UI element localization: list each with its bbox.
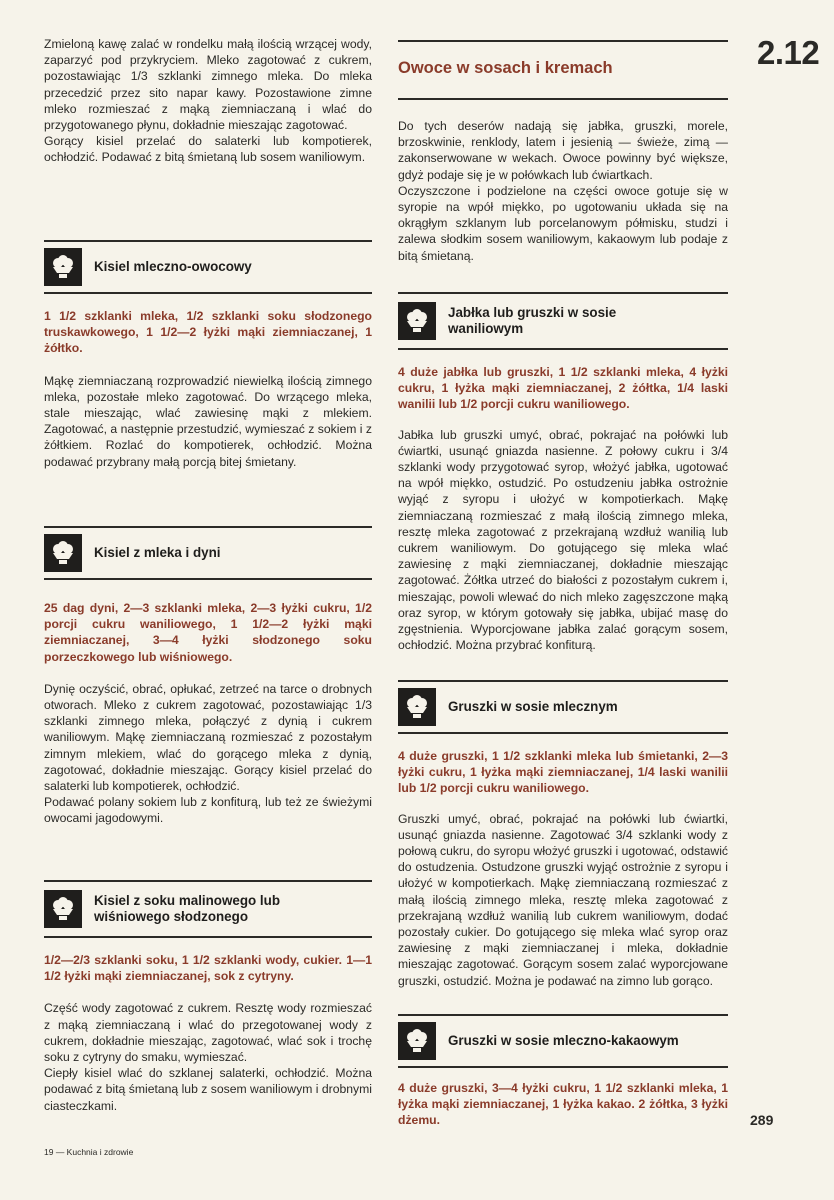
dessert-bowl-icon xyxy=(398,688,436,726)
dessert-bowl-icon xyxy=(398,302,436,340)
left-intro-text xyxy=(44,36,372,166)
dessert-bowl-icon xyxy=(44,248,82,286)
recipe-title: Jabłka lub gruszki w sosie waniliowym xyxy=(448,305,617,336)
recipe-header xyxy=(398,680,728,734)
recipe-header xyxy=(398,292,728,350)
recipe-title: Kisiel mleczno-owocowy xyxy=(94,259,252,274)
recipe-body xyxy=(44,308,372,470)
dessert-bowl-icon xyxy=(44,890,82,928)
recipe-header xyxy=(44,880,372,938)
ingredients: 25 dag dyni, 2—3 szklanki mleka, 2—3 łyżki cukru, 1/2 porcji cukru waniliowego, 1 1/2—2 łyżki mąki ziemniaczanej, 3—4 łyżki słodzonego soku porzeczkowego lub wiśniowego. xyxy=(44,601,372,664)
chapter-number: 2.12 xyxy=(757,34,820,71)
method-paragraph: Jabłka lub gruszki umyć, obrać, pokrajać na połówki lub ćwiartki, usunąć gniazda nasienne. Z połowy cukru i 3/4 szklanki wody przygotować syrop, włożyć jabłka, ugotować na wpół miękko, ostudzić. Po ostudzeniu jabłka ostrożnie wyjąć z syropu i ułożyć w kompotierkach. Mąkę ziemniaczaną rozmieszać z małą ilością zimnego mleka, resztę mleka zagotować z przekrajaną wzdłuż wanilią lub cukrem waniliowym. Do gotującego się mleka wlać zawiesinę z mąki ziemniaczanej, dokładnie mieszając zagotować. Żółtka utrzeć do białości z pozostałym cukrem i, mieszając, powoli wlewać do nich mleko zagęszczone mąką oraz syrop, w którym gotowały się jabłka, ubijać masę do zgęstnienia. Wyporcjowane jabłka zalać gorącym sosem, ochłodzić. Można przybrać konfiturą. xyxy=(398,427,728,653)
section-top-rule xyxy=(398,40,728,42)
recipe-body xyxy=(44,952,372,1114)
ingredients: 4 duże jabłka lub gruszki, 1 1/2 szklanki mleka, 4 łyżki cukru, 1 łyżka mąki ziemniaczanej, 2 żółtka, 1/4 laski wanilii lub 1/2 porcji cukru waniliowego. xyxy=(398,365,728,412)
recipe-body xyxy=(44,600,372,827)
intro-paragraph: Oczyszczone i podzielone na części owoce gotuje się w syropie na wpół miękko, po ugotowaniu układa się na okrągłym szklanym lub porcelanowym półmisku, studzi i zalewa słodkim sosem waniliowym, kakaowym lub podaje z bitą śmietaną. xyxy=(398,183,728,263)
recipe-title: Gruszki w sosie mlecznym xyxy=(448,699,618,714)
intro-paragraph: Gorący kisiel przelać do salaterki lub kompotierek, ochłodzić. Podawać z bitą śmietaną lub sosem waniliowym. xyxy=(44,134,372,165)
dessert-bowl-icon xyxy=(398,1022,436,1060)
ingredients: 4 duże gruszki, 1 1/2 szklanki mleka lub śmietanki, 2—3 łyżki cukru, 1 łyżka mąki ziemniaczanej, 1/4 laski wanilii lub 1/2 porcji cukru waniliowego. xyxy=(398,749,728,796)
intro-paragraph: Do tych deserów nadają się jabłka, gruszki, morele, brzoskwinie, renklody, latem i jesienią — świeże, zimą — zakonserwowane w wekach. Owoce powinny być większe, gdyż podaje się je w połówkach lub ćwiartkach. xyxy=(398,119,728,182)
page-footer: 19 — Kuchnia i zdrowie xyxy=(44,1147,134,1157)
recipe-body xyxy=(398,364,728,653)
recipe-header xyxy=(398,1014,728,1068)
dessert-bowl-icon xyxy=(44,534,82,572)
method-paragraph: Część wody zagotować z cukrem. Resztę wody rozmieszać z mąką ziemniaczaną i wlać do przegotowanej wody z cukrem, dokładnie mieszając, zagotować, wlać sok i trochę soku z cytryny do smaku, wymieszać. xyxy=(44,1001,372,1065)
intro-paragraph: Zmieloną kawę zalać w rondelku małą ilością wrzącej wody, zaparzyć pod przykryciem. Mleko zagotować z cukrem, pozostawiając 1/3 szklanki zimnego mleka. Do mleka przecedzić przez sito napar kawy. Pozostawione zimne mleko rozmieszać z mąką ziemniaczaną i wlać do przygotowanego płynu, dokładnie mieszając zagotować. xyxy=(44,37,372,133)
recipe-title: Gruszki w sosie mleczno-kakaowym xyxy=(448,1033,679,1048)
section-bottom-rule xyxy=(398,98,728,100)
section-title: Owoce w sosach i kremach xyxy=(398,59,613,77)
recipe-header xyxy=(44,240,372,294)
method-paragraph: Ciepły kisiel wlać do szklanej salaterki, ochłodzić. Można podawać z bitą śmietaną lub z sosem waniliowym i drobnymi ciasteczkami. xyxy=(44,1066,372,1113)
method-paragraph: Gruszki umyć, obrać, pokrajać na połówki lub ćwiartki, usunąć gniazda nasienne. Zagotować 3/4 szklanki wody z połową cukru, do syropu włożyć gruszki i ugotować, odstawić do ostudzenia. Ostudzone gruszki wyjąć ostrożnie z syropu i ułożyć w kompotierkach. Mąkę ziemniaczaną rozmieszać z małą ilością zimnego mleka, resztę mleka zagotować z przekrajaną wzdłuż wanilią lub cukrem waniliowym, dodać pozostały cukier. Do gotującego się mleka wlać syrop oraz zawiesinę z mąki ziemniaczanej i mleka, dokładnie mieszając zagotować. Gorącym sosem zalać wyporcjowane gruszki, ostudzić. Można je podawać na zimno lub gorąco. xyxy=(398,811,728,988)
method-paragraph: Podawać polany sokiem lub z konfiturą, lub też ze świeżymi owocami jagodowymi. xyxy=(44,795,372,826)
method-paragraph: Mąkę ziemniaczaną rozprowadzić niewielką ilością zimnego mleka, pozostałe mleko zagotować. Do wrzącego mleka, stale mieszając, wlać zawiesinę mąki z mlekiem. Zagotować, a następnie przestudzić, wymieszać z sokiem i z żółtkiem. Rozlać do kompotierek, ochłodzić. Można podawać przybrany małą porcją bitej śmietany. xyxy=(44,373,372,469)
ingredients: 1 1/2 szklanki mleka, 1/2 szklanki soku słodzonego truskawkowego, 1 1/2—2 łyżki mąki ziemniaczanej, 1 żółtko. xyxy=(44,309,372,356)
method-paragraph: Dynię oczyścić, obrać, opłukać, zetrzeć na tarce o drobnych otworach. Mleko z cukrem zagotować, pozostawiając 1/3 szklanki zimnego mleka, połączyć z dynią i cukrem waniliowym. Mąkę ziemniaczaną rozmieszać z pozostałym zimnym mlekiem, wlać do gorącego mleka z dynią, zagotować, dokładnie mieszając. Gorący kisiel przelać do salaterki lub kompotierek, ochłodzić. xyxy=(44,681,372,794)
ingredients: 1/2—2/3 szklanki soku, 1 1/2 szklanki wody, cukier. 1—1 1/2 łyżki mąki ziemniaczanej, sok z cytryny. xyxy=(44,953,372,984)
recipe-body xyxy=(398,1080,728,1129)
recipe-title: Kisiel z mleka i dyni xyxy=(94,545,221,560)
page-number: 289 xyxy=(750,1112,774,1128)
recipe-header xyxy=(44,526,372,580)
recipe-body xyxy=(398,748,728,989)
ingredients: 4 duże gruszki, 3—4 łyżki cukru, 1 1/2 szklanki mleka, 1 łyżka mąki ziemniaczanej, 1 łyżka kakao. 2 żółtka, 3 łyżki dżemu. xyxy=(398,1081,728,1128)
section-intro xyxy=(398,118,728,264)
recipe-title: Kisiel z soku malinowego lub wiśniowego słodzonego xyxy=(94,893,281,924)
